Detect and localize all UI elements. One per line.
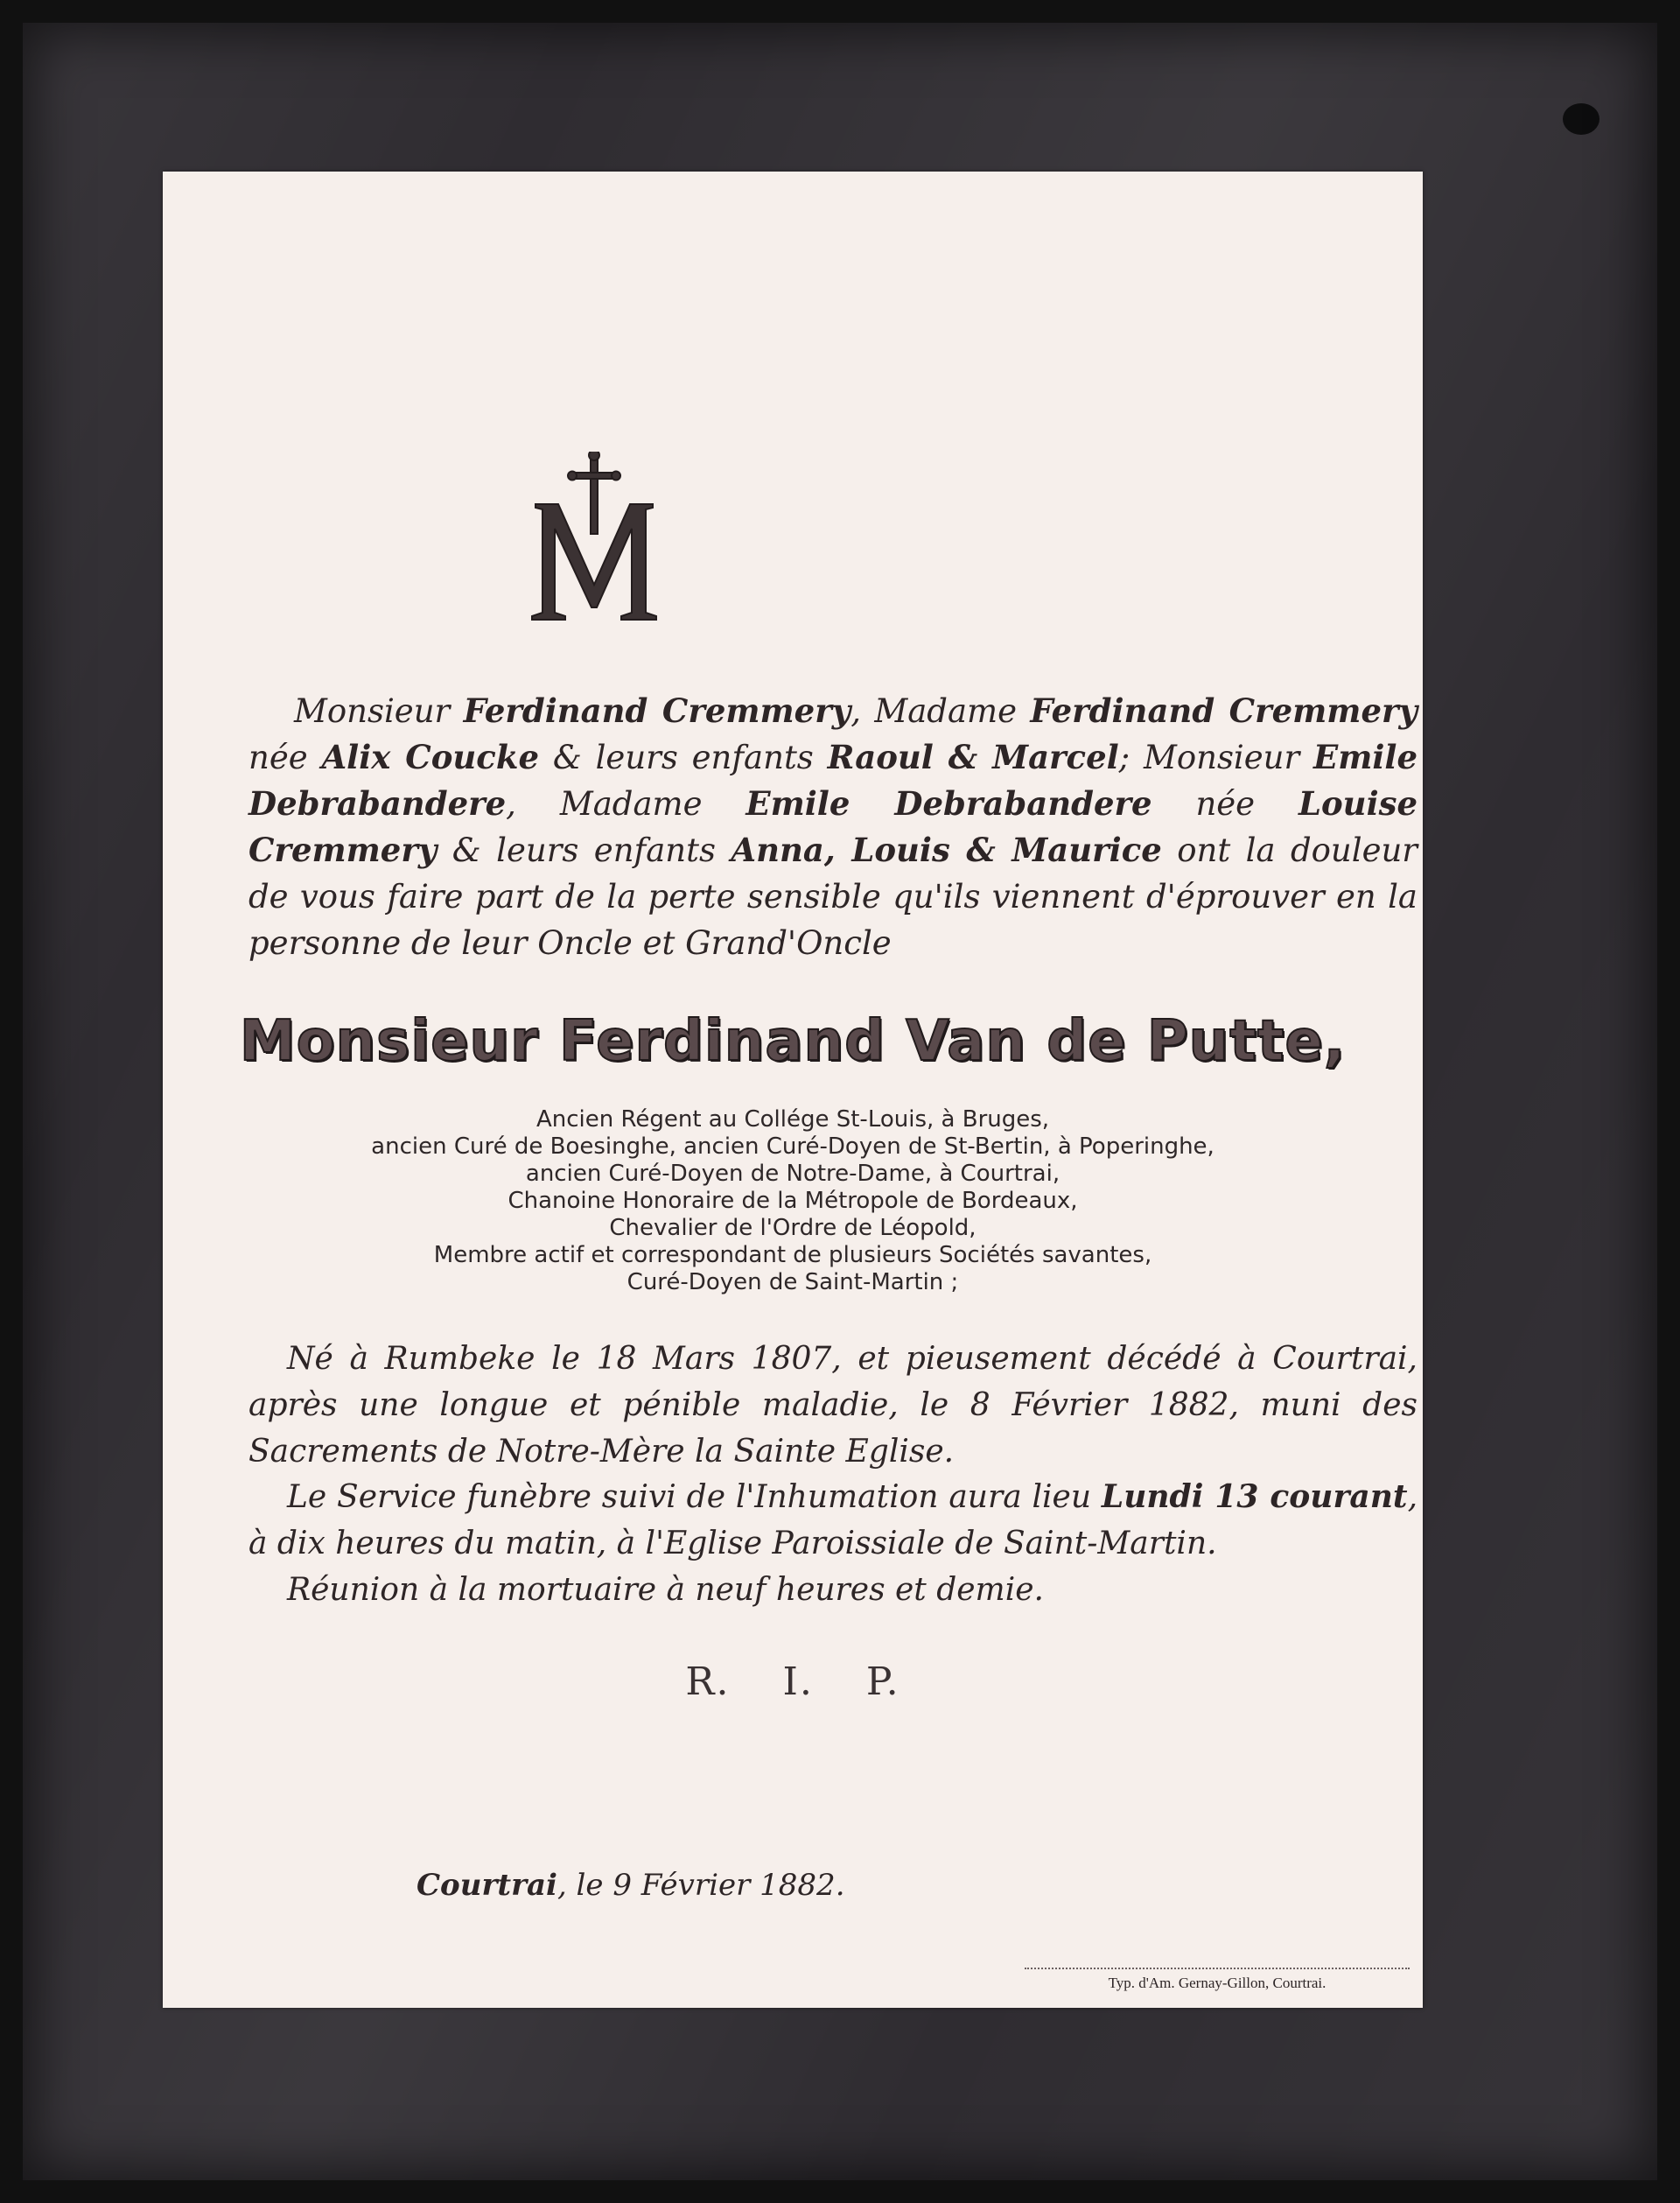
printer-imprint: Typ. d'Am. Gernay-Gillon, Courtrai. bbox=[1025, 1968, 1410, 1992]
family-name: Ferdinand Cremmery bbox=[1030, 691, 1418, 730]
intro-text: & leurs enfants bbox=[539, 739, 828, 776]
intro-text: Monsieur bbox=[294, 692, 464, 730]
intro-text: ; Monsieur bbox=[1118, 739, 1313, 776]
place-name: Courtrai bbox=[416, 1868, 557, 1903]
service-text: Le Service funèbre suivi de l'Inhumation aura lieu bbox=[287, 1479, 1102, 1515]
title-line: Membre actif et correspondant de plusieurs Sociétés savantes, bbox=[433, 1242, 1152, 1268]
family-announcement bbox=[248, 688, 1418, 966]
family-name: Emile Debrabandere bbox=[746, 784, 1152, 823]
title-line: Curé-Doyen de Saint-Martin ; bbox=[626, 1269, 959, 1295]
service-date: Lundi 13 courant bbox=[1101, 1478, 1408, 1515]
family-name: Emile Debrabandere bbox=[248, 738, 1418, 823]
intro-text: , Madame bbox=[506, 785, 746, 823]
place-and-date bbox=[416, 1868, 845, 1903]
family-name: Louise Cremmery bbox=[248, 784, 1418, 869]
marian-monogram-icon bbox=[516, 452, 674, 627]
intro-text: & leurs enfants bbox=[437, 831, 732, 869]
torn-hole bbox=[1563, 103, 1600, 135]
rip-letter: P. bbox=[865, 1659, 900, 1704]
deceased-name: Monsieur Ferdinand Van de Putte, bbox=[239, 1009, 1347, 1074]
rip-letter: R. bbox=[685, 1659, 731, 1704]
funeral-service-paragraph bbox=[248, 1474, 1418, 1567]
deceased-titles bbox=[163, 1106, 1423, 1296]
title-line: Chevalier de l'Ordre de Léopold, bbox=[609, 1215, 976, 1241]
rip-line bbox=[163, 1659, 1423, 1704]
intro-text: , Madame bbox=[850, 692, 1031, 730]
intro-text: ont la douleur de vous faire part de la perte sensible qu'ils viennent d'éprouver en la personne de leur Oncle et Grand'Oncle bbox=[248, 831, 1418, 962]
family-name: Alix Coucke bbox=[321, 738, 540, 776]
family-name: Ferdinand Cremmery bbox=[463, 691, 851, 730]
birth-death-paragraph: Né à Rumbeke le 18 Mars 1807, et pieusement décédé à Courtrai, après une longue et pénible maladie, le 8 Février 1882, muni des Sacrements de Notre-Mère la Sainte Eglise. bbox=[248, 1341, 1418, 1470]
title-line: ancien Curé-Doyen de Notre-Dame, à Courtrai, bbox=[525, 1161, 1060, 1187]
meeting-paragraph: Réunion à la mortuaire à neuf heures et demie. bbox=[287, 1572, 1044, 1608]
announcement-page bbox=[163, 172, 1423, 2008]
service-text: , à dix heures du matin, à l'Eglise Paroissiale de Saint-Martin. bbox=[248, 1479, 1418, 1561]
title-line: Ancien Régent au Collége St-Louis, à Bruges, bbox=[536, 1106, 1050, 1133]
title-line: Chanoine Honoraire de la Métropole de Bordeaux, bbox=[508, 1188, 1078, 1214]
title-line: ancien Curé de Boesinghe, ancien Curé-Doyen de St-Bertin, à Poperinghe, bbox=[371, 1133, 1214, 1160]
intro-text: née bbox=[248, 739, 322, 776]
family-name: Raoul & Marcel bbox=[827, 738, 1119, 776]
family-name: Anna, Louis & Maurice bbox=[731, 831, 1162, 869]
rip-letter: I. bbox=[782, 1659, 814, 1704]
intro-text: née bbox=[1152, 785, 1298, 823]
issue-date: , le 9 Février 1882. bbox=[556, 1868, 845, 1903]
